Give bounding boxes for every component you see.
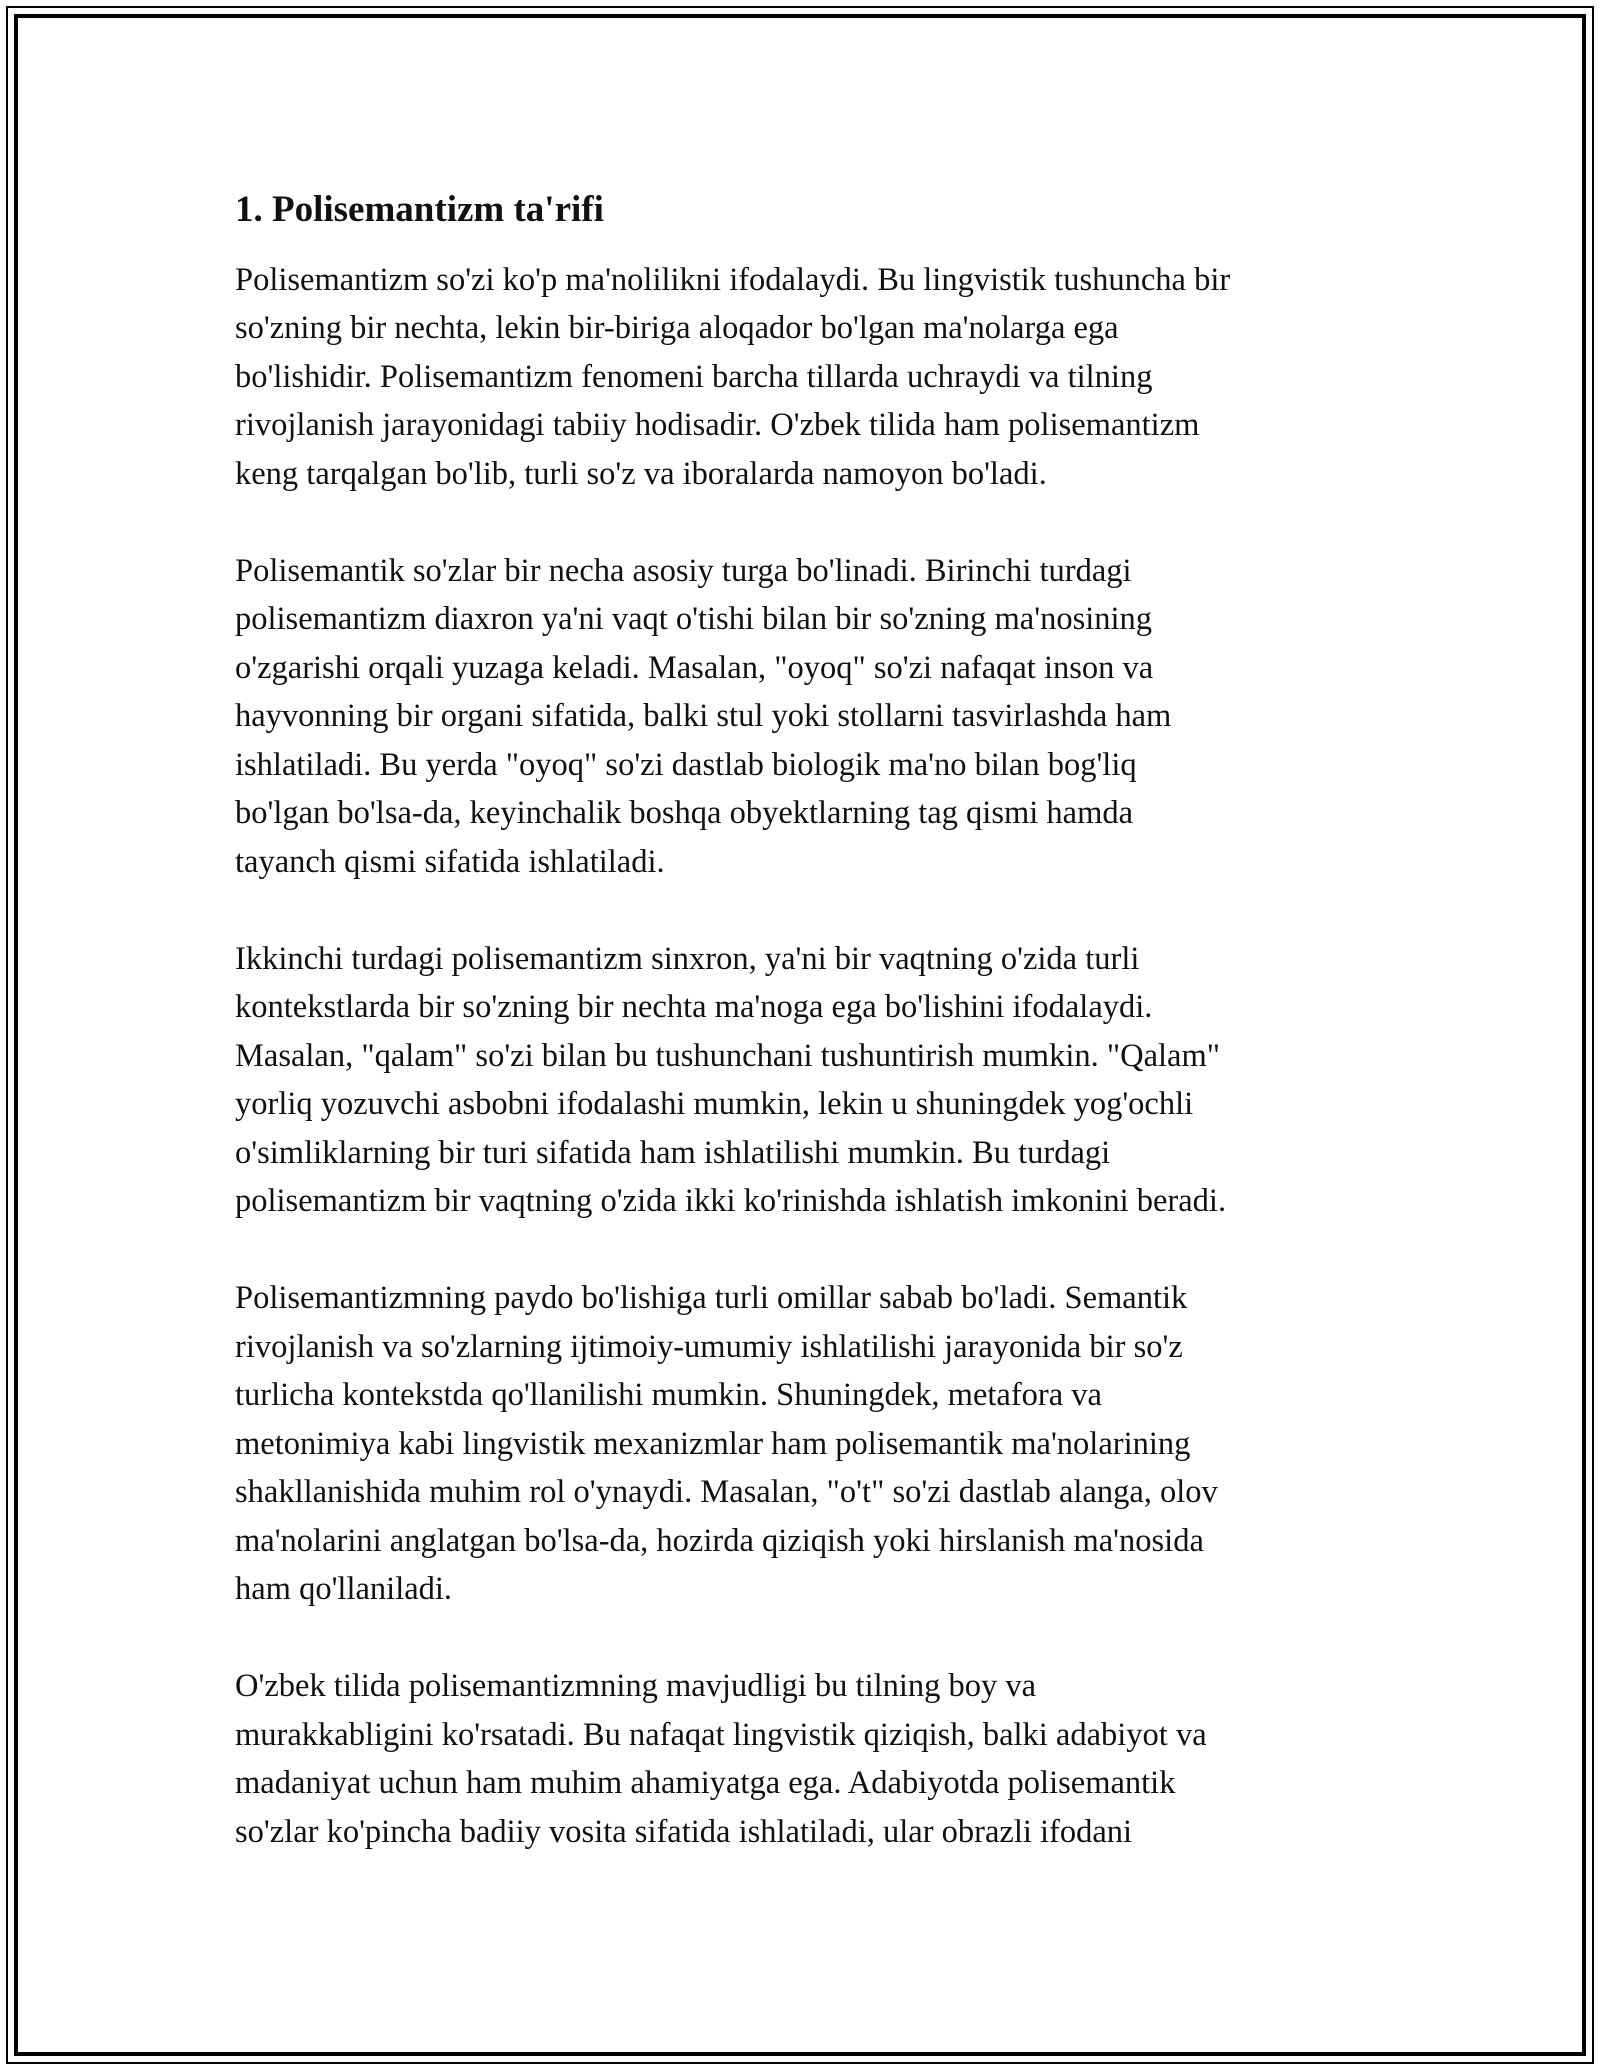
paragraph-1: Polisemantizm so'zi ko'p ma'nolilikni ifodalaydi. Bu lingvistik tushuncha bir so'zning bir nechta, lekin bir-biriga aloqador bo'lgan ma'nolarga ega bo'lishidir. Polisemantizm fenomeni barcha tillarda uchraydi va tilning rivojlanish jarayonidagi tabiiy hodisadir. O'zbek tilida ham polisemantizm keng tarqalgan bo'lib, turli so'z va iboralarda namoyon bo'ladi.	[235, 261, 1231, 492]
paragraph-5: O'zbek tilida polisemantizmning mavjudligi bu tilning boy va murakkabligini ko'rsatadi. Bu nafaqat lingvistik qiziqish, balki adabiyot va madaniyat uchun ham muhim ahamiyatga ega. Adabiyotda polisemantik so'zlar ko'pincha badiiy vosita sifatida ishlatiladi, ular obrazli ifodani	[235, 1668, 1207, 1850]
paragraph-2: Polisemantik so'zlar bir necha asosiy turga bo'linadi. Birinchi turdagi polisemantizm diaxron ya'ni vaqt o'tishi bilan bir so'zning ma'nosining o'zgarishi orqali yuzaga keladi. Masalan, "oyoq" so'zi nafaqat inson va hayvonning bir organi sifatida, balki stul yoki stollarni tasvirlashda ham ishlatiladi. Bu yerda "oyoq" so'zi dastlab biologik ma'no bilan bog'liq bo'lgan bo'lsa-da, keyinchalik boshqa obyektlarning tag qismi hamda tayanch qismi sifatida ishlatiladi.	[235, 552, 1172, 880]
document-body	[235, 184, 1375, 1905]
paragraph-3: Ikkinchi turdagi polisemantizm sinxron, ya'ni bir vaqtning o'zida turli kontekstlarda bir so'zning bir nechta ma'noga ega bo'lishini ifodalaydi. Masalan, "qalam" so'zi bilan bu tushunchani tushuntirish mumkin. "Qalam" yorliq yozuvchi asbobni ifodalashi mumkin, lekin u shuningdek yog'ochli o'simliklarning bir turi sifatida ham ishlatilishi mumkin. Bu turdagi polisemantizm bir vaqtning o'zida ikki ko'rinishda ishlatish imkonini beradi.	[235, 940, 1227, 1220]
paragraph-4: Polisemantizmning paydo bo'lishiga turli omillar sabab bo'ladi. Semantik rivojlanish va so'zlarning ijtimoiy-umumiy ishlatilishi jarayonida bir so'z turlicha kontekstda qo'llanilishi mumkin. Shuningdek, metafora va metonimiya kabi lingvistik mexanizmlar ham polisemantik ma'nolarining shakllanishida muhim rol o'ynaydi. Masalan, "o't" so'zi dastlab alanga, olov ma'nolarini anglatgan bo'lsa-da, hozirda qiziqish yoki hirslanish ma'nosida ham qo'llaniladi.	[235, 1280, 1218, 1608]
section-heading: 1. Polisemantizm ta'rifi	[235, 189, 604, 230]
